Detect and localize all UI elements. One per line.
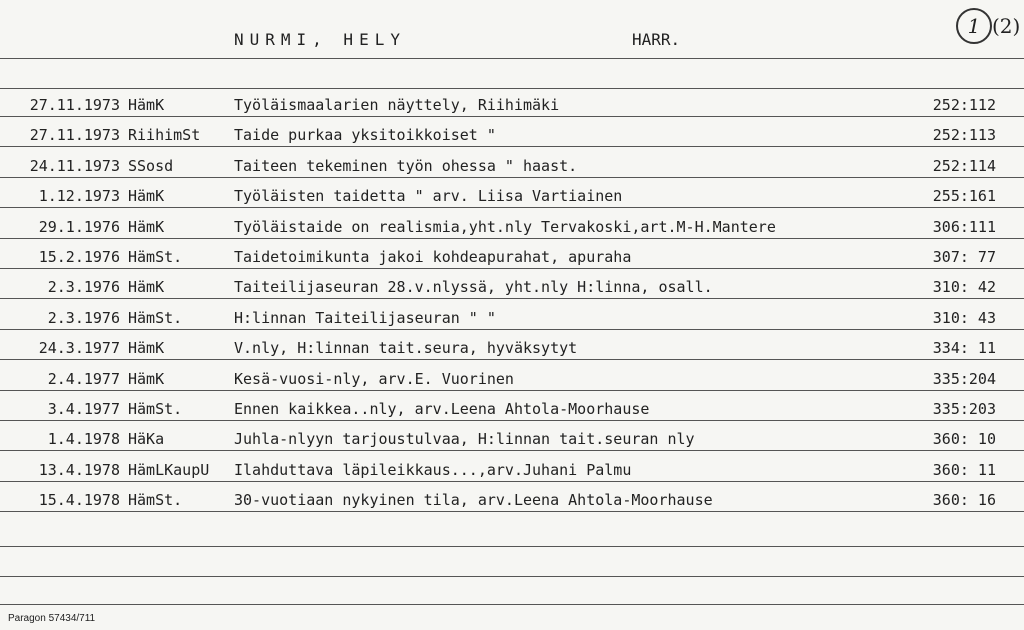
entry-source: HämK: [128, 187, 165, 205]
entry-title: Juhla-nlyyn tarjoustulvaa, H:linnan tait.seuran nly: [234, 430, 695, 448]
entry-source: HämSt.: [128, 400, 183, 418]
entry-source: HämSt.: [128, 248, 183, 266]
entry-title: Ilahduttava läpileikkaus...,arv.Juhani Palmu: [234, 461, 632, 479]
entry-reference: 310: 42: [932, 278, 996, 296]
entry-date: 24.11.1973: [29, 157, 120, 175]
entry-reference: 252:113: [932, 126, 996, 144]
entry-row: [0, 126, 1024, 148]
entry-reference: 310: 43: [932, 309, 996, 327]
ruled-line: [0, 238, 1024, 239]
entry-reference: 255:161: [932, 187, 996, 205]
entry-title: Taiteen tekeminen työn ohessa " haast.: [234, 157, 578, 175]
entry-source: SSosd: [128, 157, 174, 175]
entry-row: [0, 400, 1024, 422]
entry-title: Ennen kaikkea..nly, arv.Leena Ahtola-Moorhause: [234, 400, 650, 418]
entry-date: 15.2.1976: [38, 248, 120, 266]
ruled-line: [0, 146, 1024, 147]
entry-title: H:linnan Taiteilijaseuran " ": [234, 309, 496, 327]
entry-date: 15.4.1978: [38, 491, 120, 509]
entry-title: Työläistaide on realismia,yht.nly Tervakoski,art.M-H.Mantere: [234, 218, 776, 236]
entry-row: [0, 218, 1024, 240]
entry-date: 24.3.1977: [38, 339, 120, 357]
entry-reference: 307: 77: [932, 248, 996, 266]
entry-reference: 335:203: [932, 400, 996, 418]
entry-reference: 252:112: [932, 96, 996, 114]
entry-reference: 252:114: [932, 157, 996, 175]
entry-date: 1.12.1973: [38, 187, 120, 205]
entry-date: 1.4.1978: [47, 430, 120, 448]
ruled-line: [0, 604, 1024, 605]
entry-row: [0, 370, 1024, 392]
ruled-line: [0, 546, 1024, 547]
card-number: [956, 8, 1020, 44]
entry-reference: 360: 16: [932, 491, 996, 509]
entry-row: [0, 491, 1024, 513]
category-label: HARR.: [632, 30, 681, 49]
entry-row: [0, 187, 1024, 209]
entry-source: HäKa: [128, 430, 165, 448]
entry-title: Taide purkaa yksitoikkoiset ": [234, 126, 496, 144]
entry-row: [0, 157, 1024, 179]
entry-date: 2.4.1977: [47, 370, 120, 388]
entry-title: Kesä-vuosi-nly, arv.E. Vuorinen: [234, 370, 514, 388]
entry-row: [0, 96, 1024, 118]
entry-title: Taiteilijaseuran 28.v.nlyssä, yht.nly H:linna, osall.: [234, 278, 713, 296]
entry-source: RiihimSt: [128, 126, 201, 144]
ruled-line: [0, 576, 1024, 577]
entry-source: HämK: [128, 339, 165, 357]
entry-source: HämSt.: [128, 309, 183, 327]
ruled-line: [0, 88, 1024, 89]
entry-date: 3.4.1977: [47, 400, 120, 418]
entry-reference: 360: 11: [932, 461, 996, 479]
ruled-line: [0, 450, 1024, 451]
entry-reference: 306:111: [932, 218, 996, 236]
entry-date: 29.1.1976: [38, 218, 120, 236]
entry-row: [0, 278, 1024, 300]
entry-reference: 335:204: [932, 370, 996, 388]
entry-source: HämK: [128, 218, 165, 236]
printer-imprint: Paragon 57434/711: [8, 613, 96, 624]
entry-row: [0, 309, 1024, 331]
ruled-line: [0, 390, 1024, 391]
entry-date: 13.4.1978: [38, 461, 120, 479]
ruled-line: [0, 420, 1024, 421]
entry-source: HämK: [128, 370, 165, 388]
ruled-line: [0, 298, 1024, 299]
card-total: (2): [992, 14, 1021, 38]
ruled-line: [0, 329, 1024, 330]
ruled-line: [0, 177, 1024, 178]
entry-reference: 334: 11: [932, 339, 996, 357]
ruled-line: [0, 207, 1024, 208]
entry-date: 27.11.1973: [29, 96, 120, 114]
ruled-line: [0, 268, 1024, 269]
entry-source: HämK: [128, 278, 165, 296]
ruled-line: [0, 359, 1024, 360]
entry-reference: 360: 10: [932, 430, 996, 448]
entry-date: 27.11.1973: [29, 126, 120, 144]
entry-source: HämLKaupU: [128, 461, 210, 479]
ruled-line: [0, 481, 1024, 482]
header-rule: [0, 58, 1024, 59]
entry-source: HämSt.: [128, 491, 183, 509]
entry-source: HämK: [128, 96, 165, 114]
entry-title: V.nly, H:linnan tait.seura, hyväksytyt: [234, 339, 578, 357]
entry-row: [0, 430, 1024, 452]
entry-row: [0, 461, 1024, 483]
entry-title: Työläismaalarien näyttely, Riihimäki: [234, 96, 560, 114]
card-number-circled: 1: [956, 8, 992, 44]
entry-date: 2.3.1976: [47, 278, 120, 296]
entry-title: Työläisten taidetta " arv. Liisa Vartiainen: [234, 187, 623, 205]
entry-date: 2.3.1976: [47, 309, 120, 327]
ruled-line: [0, 116, 1024, 117]
entry-row: [0, 339, 1024, 361]
ruled-line: [0, 511, 1024, 512]
entry-title: 30-vuotiaan nykyinen tila, arv.Leena Ahtola-Moorhause: [234, 491, 713, 509]
entry-title: Taidetoimikunta jakoi kohdeapurahat, apuraha: [234, 248, 632, 266]
person-name: NURMI, HELY: [234, 30, 406, 49]
entry-row: [0, 248, 1024, 270]
